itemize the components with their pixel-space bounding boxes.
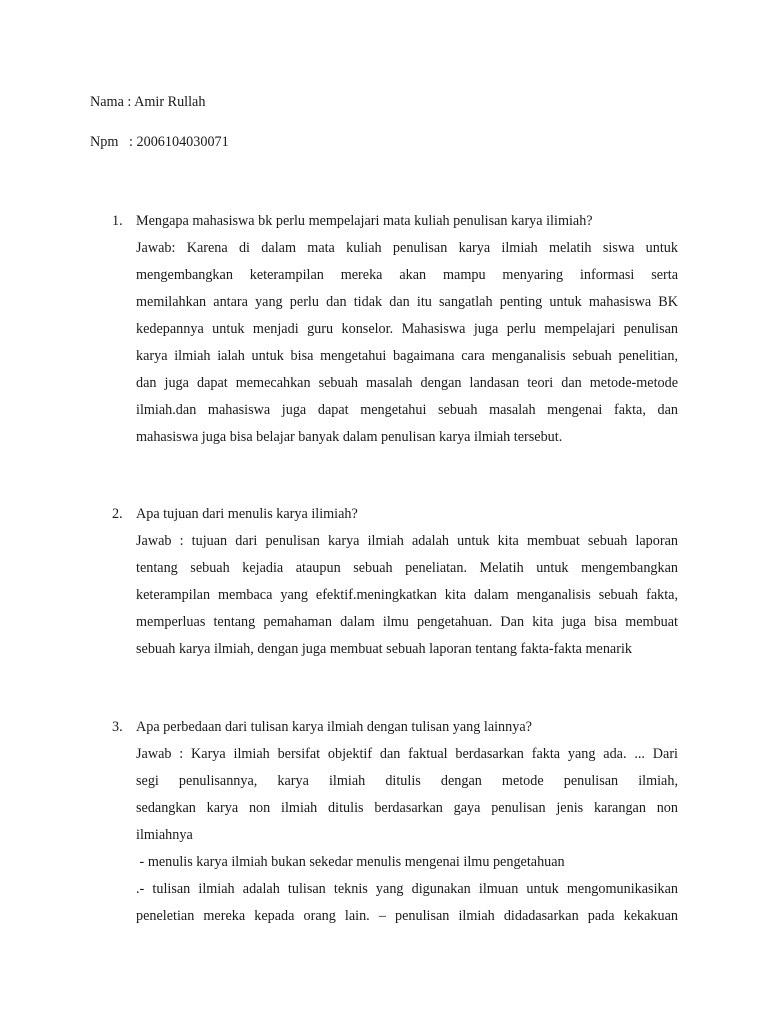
answer-line: memperluas tentang pemahaman dalam ilmu pengetahuan. Dan kita juga bisa membuat bbox=[136, 614, 678, 630]
question-number: 2. bbox=[112, 506, 123, 522]
answer-text bbox=[136, 528, 678, 663]
answer-line: dan juga dapat memecahkan sebuah masalah dengan landasan teori dan metode-metode bbox=[136, 375, 678, 391]
question-number: 1. bbox=[112, 213, 123, 229]
question-number: 3. bbox=[112, 719, 123, 735]
answer-line: keterampilan membaca yang efektif.meningkatkan kita dalam menganalisis sebuah fakta, bbox=[136, 587, 678, 603]
answer-line: mahasiswa juga bisa belajar banyak dalam penulisan karya ilmiah tersebut. bbox=[136, 429, 563, 445]
answer-line: memilahkan antara yang perlu dan tidak dan itu sangatlah penting untuk mahasiswa BK bbox=[136, 294, 678, 310]
answer-line: sebuah karya ilmiah, dengan juga membuat sebuah laporan tentang fakta-fakta menarik bbox=[136, 641, 632, 657]
question-text: Apa perbedaan dari tulisan karya ilmiah dengan tulisan yang lainnya? bbox=[136, 719, 532, 735]
answer-line: karya ilmiah ialah untuk bisa mengetahui bagaimana cara menganalisis sebuah penelitian, bbox=[136, 348, 678, 364]
answer-text bbox=[136, 235, 678, 451]
answer-text bbox=[136, 741, 678, 930]
question-3 bbox=[112, 714, 678, 930]
student-npm: Npm : 2006104030071 bbox=[90, 134, 229, 150]
answer-line: Jawab : Karya ilmiah bersifat objektif dan faktual berdasarkan fakta yang ada. ... Dari bbox=[136, 746, 678, 762]
question-2 bbox=[112, 501, 678, 663]
answer-line: segi penulisannya, karya ilmiah ditulis dengan metode penulisan ilmiah, bbox=[136, 773, 678, 789]
answer-line: Jawab : tujuan dari penulisan karya ilmiah adalah untuk kita membuat sebuah laporan bbox=[136, 533, 678, 549]
answer-line: ilmiah.dan mahasiswa juga dapat mengetahui sebuah masalah mengenai fakta, dan bbox=[136, 402, 678, 418]
question-text: Mengapa mahasiswa bk perlu mempelajari mata kuliah penulisan karya ilimiah? bbox=[136, 213, 593, 229]
answer-line: ilmiahnya bbox=[136, 827, 193, 843]
answer-line: peneletian mereka kepada orang lain. – penulisan ilmiah didadasarkan pada kekakuan bbox=[136, 908, 678, 924]
question-1 bbox=[112, 208, 678, 451]
answer-line: .- tulisan ilmiah adalah tulisan teknis yang digunakan ilmuan untuk mengomunikasikan bbox=[136, 881, 678, 897]
answer-line: mengembangkan keterampilan mereka akan mampu menyaring informasi serta bbox=[136, 267, 678, 283]
answer-line: Jawab: Karena di dalam mata kuliah penulisan karya ilmiah melatih siswa untuk bbox=[136, 240, 678, 256]
answer-line: tentang sebuah kejadia ataupun sebuah peneliatan. Melatih untuk mengembangkan bbox=[136, 560, 678, 576]
answer-line: kedepannya untuk menjadi guru konselor. Mahasiswa juga perlu mempelajari penulisan bbox=[136, 321, 678, 337]
answer-line: sedangkan karya non ilmiah ditulis berdasarkan gaya penulisan jenis karangan non bbox=[136, 800, 678, 816]
answer-line: - menulis karya ilmiah bukan sekedar menulis mengenai ilmu pengetahuan bbox=[136, 854, 565, 870]
student-name: Nama : Amir Rullah bbox=[90, 94, 206, 110]
question-text: Apa tujuan dari menulis karya ilimiah? bbox=[136, 506, 358, 522]
